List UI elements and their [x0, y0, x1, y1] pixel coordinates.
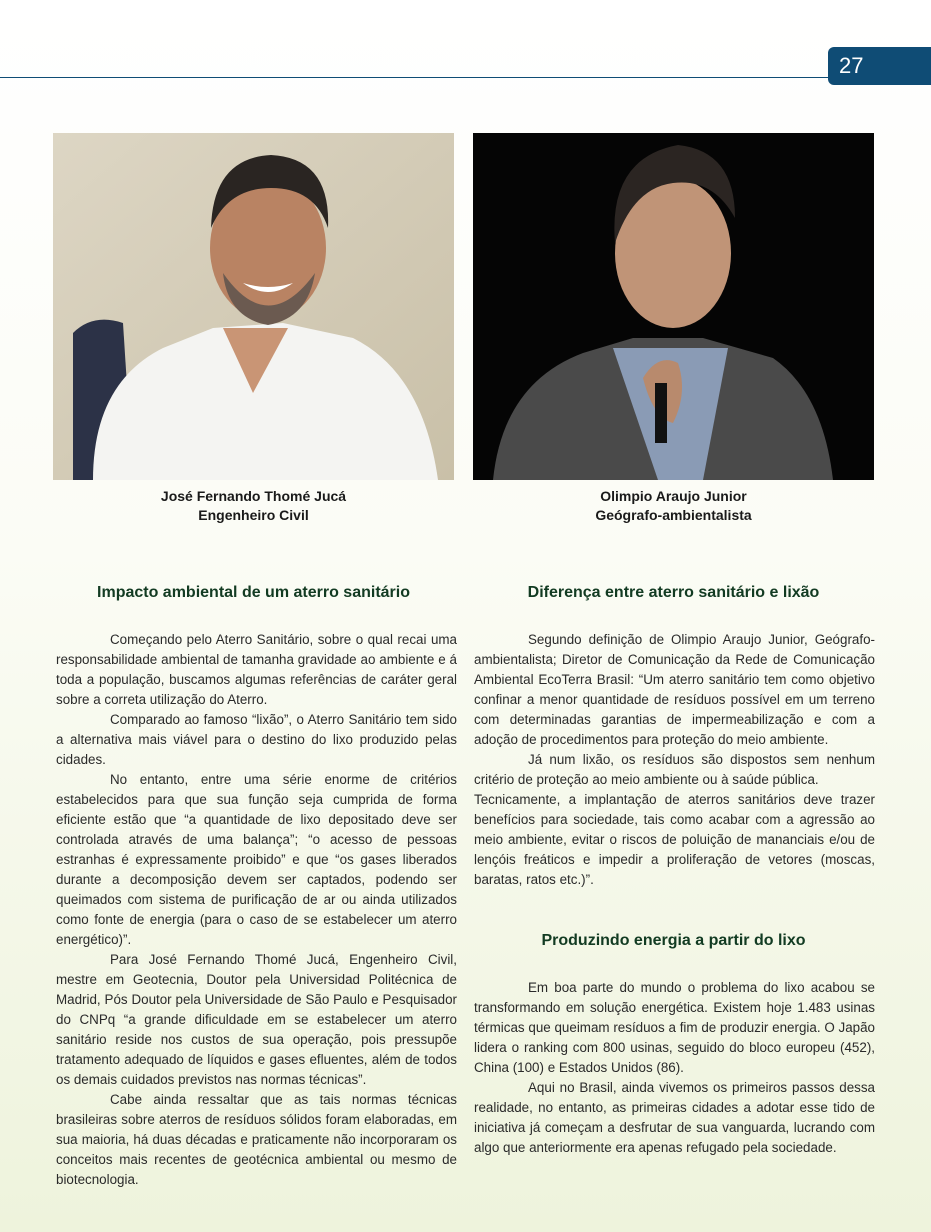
paragraph: Cabe ainda ressaltar que as tais normas técnicas brasileiras sobre aterros de resíduos sólidos foram elaboradas, em sua maioria, há duas décadas e praticamente não incorporaram os conceitos mais recentes de geotécnica ambiental ou mesmo de biotecnologia.	[56, 1092, 457, 1187]
header-rule	[0, 77, 840, 78]
left-article-body	[56, 630, 457, 1190]
caption-name: José Fernando Thomé Jucá	[160, 488, 347, 504]
right-article-body-energia	[474, 978, 875, 1158]
paragraph: Comparado ao famoso “lixão”, o Aterro Sanitário tem sido a alternativa mais viável para o destino do lixo produzido pelas cidades.	[56, 712, 457, 767]
paragraph: Segundo definição de Olimpio Araujo Junior, Geógrafo-ambientalista; Diretor de Comunicação da Rede de Comunicação Ambiental EcoTerra Brasil: “Um aterro sanitário tem como objetivo confinar a menor quantidade de resíduos possível em um terreno com determinadas garantias de impermeabilização e com a adoção de procedimentos para proteção do meio ambiente.	[474, 632, 875, 747]
portrait-photo-olimpio	[473, 133, 874, 480]
caption-role: Geógrafo-ambientalista	[595, 507, 752, 523]
paragraph: Em boa parte do mundo o problema do lixo acabou se transformando em solução energética. Existem hoje 1.483 usinas térmicas que queimam resíduos a fim de produzir energia. O Japão lidera o ranking com 800 usinas, seguido do bloco europeu (452), China (100) e Estados Unidos (86).	[474, 980, 875, 1075]
caption-role: Engenheiro Civil	[198, 507, 309, 523]
right-article-body	[474, 630, 875, 890]
section-heading-diferenca: Diferença entre aterro sanitário e lixão	[527, 584, 820, 601]
paragraph: Aqui no Brasil, ainda vivemos os primeiros passos dessa realidade, no entanto, as primeiras cidades a adotar esse tido de iniciativa já começam a desfrutar de sua vanguarda, lucrando com algo que anteriormente era apenas refugado pela sociedade.	[474, 1080, 875, 1155]
paragraph: Começando pelo Aterro Sanitário, sobre o qual recai uma responsabilidade ambiental de tamanha gravidade ao ambiente e á toda a população, buscamos algumas referências de caráter geral sobre a correta utilização do Aterro.	[56, 632, 457, 707]
paragraph: Para José Fernando Thomé Jucá, Engenheiro Civil, mestre em Geotecnia, Doutor pela Universidad Politécnica de Madrid, Pós Doutor pela Universidade de São Paulo e Pesquisador do CNPq “a grande dificuldade em se estabelecer um aterro sanitário reside nos custos de sua operação, pois pressupõe tratamento adequado de líquidos e gases efluentes, além de todos os demais cuidados previstos nas normas técnicas”.	[56, 952, 457, 1087]
caption-name: Olimpio Araujo Junior	[600, 488, 747, 504]
portrait-photo-juca	[53, 133, 454, 480]
section-heading-energia: Produzindo energia a partir do lixo	[541, 932, 806, 949]
section-heading-impacto: Impacto ambiental de um aterro sanitário	[97, 584, 410, 601]
paragraph: Já num lixão, os resíduos são dispostos sem nenhum critério de proteção ao meio ambiente ou à saúde pública.	[474, 752, 875, 787]
caption-juca	[53, 487, 454, 525]
paragraph: Tecnicamente, a implantação de aterros sanitários deve trazer benefícios para sociedade, tais como acabar com a agressão ao meio ambiente, evitar o riscos de poluição de mananciais e/ou de lençóis freáticos e impedir a proliferação de vetores (moscas, baratas, ratos etc.)”.	[474, 792, 875, 887]
caption-olimpio	[473, 487, 874, 525]
paragraph: No entanto, entre uma série enorme de critérios estabelecidos para que sua função seja cumprida de forma eficiente estão que “a quantidade de lixo depositado deve ser controlada através de uma balança”; “o acesso de pessoas estranhas é expressamente proibido” e que “os gases liberados durante a decomposição devem ser captados, podendo ser queimados com sistema de purificação de ar ou ainda utilizados como fonte de energia (para o caso de se estabelecer um aterro energético)”.	[56, 772, 457, 947]
page-number: 27	[828, 47, 931, 85]
